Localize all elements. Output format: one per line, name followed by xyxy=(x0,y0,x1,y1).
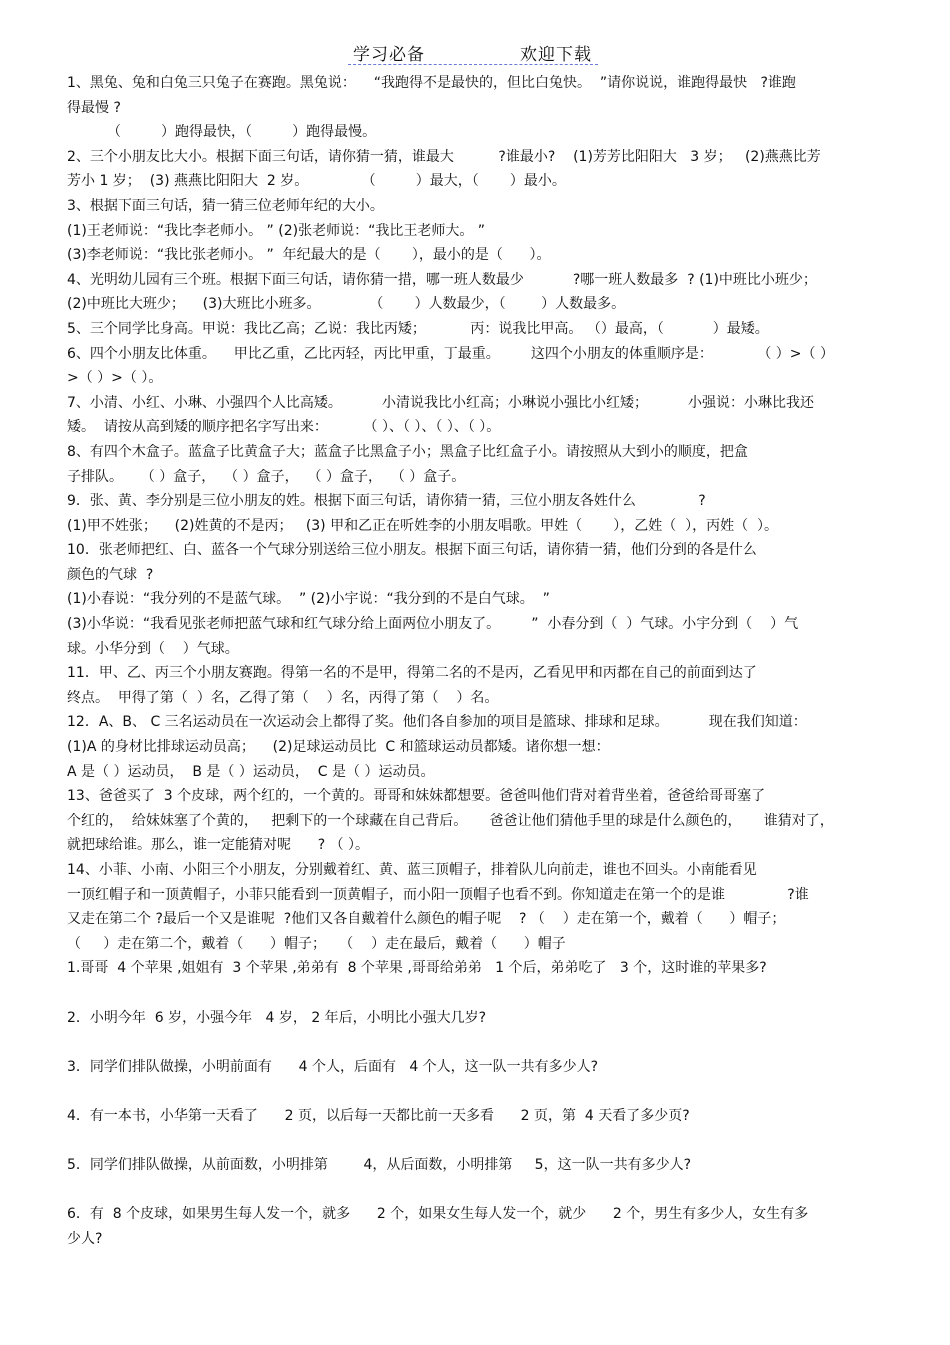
text-line: 就把球给谁。那么，谁一定能猜对呢 ? （ ）。 xyxy=(67,837,370,854)
text-line: 又走在第二个 ?最后一个又是谁呢 ?他们又各自戴着什么颜色的帽子呢 ? （ ）走在第一个，戴着（ ）帽子； xyxy=(67,911,786,928)
text-line: 12．A、B、 C 三名运动员在一次运动会上都得了奖。他们各自参加的项目是篮球、排球和足球。 现在我们知道： xyxy=(67,714,807,731)
text-line: 子排队。 （ ）盒子， （ ）盒子， （ ）盒子， （ ）盒子。 xyxy=(67,468,466,485)
text-line: （ ）跑得最快，（ ）跑得最慢。 xyxy=(107,124,377,141)
worksheet-body xyxy=(67,71,885,1252)
text-line: 7、小清、小红、小琳、小强四个人比高矮。 小清说我比小红高；小琳说小强比小红矮； 小强说：小琳比我还 xyxy=(67,394,815,411)
text-line: 个红的， 给妹妹塞了个黄的， 把剩下的一个球藏在自己背后。 爸爸让他们猜他手里的球是什么颜色的， 谁猜对了， xyxy=(67,812,834,829)
text-line: >（ ）>（ ）。 xyxy=(67,370,163,387)
text-line: 少人? xyxy=(67,1230,103,1247)
text-line: 5、三个同学比身高。甲说：我比乙高；乙说：我比丙矮； 丙：说我比甲高。 （）最高，（ ）最矮。 xyxy=(67,320,769,337)
text-line: 芳小 1 岁； (3) 燕燕比阳阳大 2 岁。 （ ）最大，（ ）最小。 xyxy=(67,173,566,190)
text-line: 9．张、黄、李分别是三位小朋友的姓。根据下面三句话，请你猜一猜，三位小朋友各姓什么 ? xyxy=(67,493,706,510)
text-line: (1)甲不姓张； (2)姓黄的不是丙； (3) 甲和乙正在听姓李的小朋友唱歌。甲姓（ ），乙姓（ ），丙姓（ ）。 xyxy=(67,517,779,534)
text-line: 3、根据下面三句话，猜一猜三位老师年纪的大小。 xyxy=(67,197,384,214)
text-line: 13、爸爸买了 3 个皮球，两个红的，一个黄的。哥哥和妹妹都想要。爸爸叫他们背对着背坐着，爸爸给哥哥塞了 xyxy=(67,788,766,805)
text-line: （ ）走在第二个，戴着（ ）帽子； （ ）走在最后，戴着（ ）帽子 xyxy=(67,935,566,952)
text-line: 2、三个小朋友比大小。根据下面三句话，请你猜一猜，谁最大 ?谁最小? (1)芳芳比阳阳大 3 岁； (2)燕燕比芳 xyxy=(67,148,821,165)
text-line: 球。小华分到（ ）气球。 xyxy=(67,640,239,657)
text-line: 终点。 甲得了第（ ）名，乙得了第（ ）名，丙得了第（ ）名。 xyxy=(67,689,499,706)
text-line: 6．有 8 个皮球，如果男生每人发一个，就多 2 个，如果女生每人发一个，就少 2 个，男生有多少人，女生有多 xyxy=(67,1206,809,1223)
text-line: 10．张老师把红、白、蓝各一个气球分别送给三位小朋友。根据下面三句话，请你猜一猜，他们分到的各是什么 xyxy=(67,542,757,559)
header-dashed-rule xyxy=(348,64,598,65)
text-line: (1)A 的身材比排球运动员高； (2)足球运动员比 C 和篮球运动员都矮。诸你想一想： xyxy=(67,739,610,756)
text-line: 得最慢 ? xyxy=(67,99,121,116)
text-line: 5．同学们排队做操，从前面数，小明排第 4，从后面数，小明排第 5，这一队一共有多少人? xyxy=(67,1157,692,1174)
text-line: 8、有四个木盒子。蓝盒子比黄盒子大；蓝盒子比黑盒子小；黑盒子比红盒子小。请按照从大到小的顺度，把盒 xyxy=(67,443,748,460)
text-line: 14、小菲、小南、小阳三个小朋友，分别戴着红、黄、蓝三顶帽子，排着队儿向前走，谁也不回头。小南能看见 xyxy=(67,862,757,878)
header-title-right: 欢迎下载 xyxy=(520,45,592,65)
text-line: 6、四个小朋友比体重。 甲比乙重，乙比丙轻，丙比甲重，丁最重。 这四个小朋友的体重顺序是： （ ）>（ ） xyxy=(67,345,834,362)
text-line: 1、黑兔、兔和白兔三只兔子在赛跑。黑兔说： “我跑得不是最快的，但比白兔快。 ”请你说说，谁跑得最快 ?谁跑 xyxy=(67,75,796,91)
text-line: 3．同学们排队做操，小明前面有 4 个人，后面有 4 个人，这一队一共有多少人? xyxy=(67,1058,599,1075)
text-line: 4．有一本书，小华第一天看了 2 页，以后每一天都比前一天多看 2 页，第 4 天看了多少页? xyxy=(67,1107,690,1124)
text-line: 4、光明幼儿园有三个班。根据下面三句话，请你猜一措，哪一班人数最少 ?哪一班人数最多 ? (1)中班比小班少； xyxy=(67,271,817,288)
text-line: (3)李老师说：“我比张老师小。 ” 年纪最大的是（ ），最小的是（ ）。 xyxy=(67,247,551,264)
text-line: (3)小华说：“我看见张老师把蓝气球和红气球分给上面两位小朋友了。 ” 小春分到（ ）气球。小宇分到（ ）气 xyxy=(67,616,799,633)
text-line: 11．甲、乙、丙三个小朋友赛跑。得第一名的不是甲，得第二名的不是丙，乙看见甲和丙都在自己的前面到达了 xyxy=(67,665,757,682)
text-line: (1)王老师说：“我比李老师小。 ” (2)张老师说：“我比王老师大。 ” xyxy=(67,222,486,239)
text-line: 矮。 请按从高到矮的顺序把名字写出来： （ ）、（ ）、（ ）、（ ）。 xyxy=(67,419,501,436)
text-line: (1)小春说：“我分列的不是蓝气球。 ” (2)小宇说：“我分到的不是白气球。 ” xyxy=(67,591,550,608)
text-line: 颜色的气球 ? xyxy=(67,566,154,583)
header-title-left: 学习必备 xyxy=(353,45,425,65)
text-line: 一顶红帽子和一顶黄帽子，小菲只能看到一顶黄帽子，而小阳一顶帽子也看不到。你知道走在第一个的是谁 ?谁 xyxy=(67,886,809,903)
text-line: 1.哥哥 4 个苹果 ,姐姐有 3 个苹果 ,弟弟有 8 个苹果 ,哥哥给弟弟 1 个后，弟弟吃了 3 个，这时谁的苹果多? xyxy=(67,960,767,977)
page-header xyxy=(0,40,950,66)
text-line: 2．小明今年 6 岁，小强今年 4 岁， 2 年后，小明比小强大几岁? xyxy=(67,1009,487,1026)
text-line: A 是（ ）运动员， B 是（ ）运动员， C 是（ ）运动员。 xyxy=(67,763,435,780)
text-line: (2)中班比大班少； (3)大班比小班多。 （ ）人数最少，（ ）人数最多。 xyxy=(67,296,626,313)
